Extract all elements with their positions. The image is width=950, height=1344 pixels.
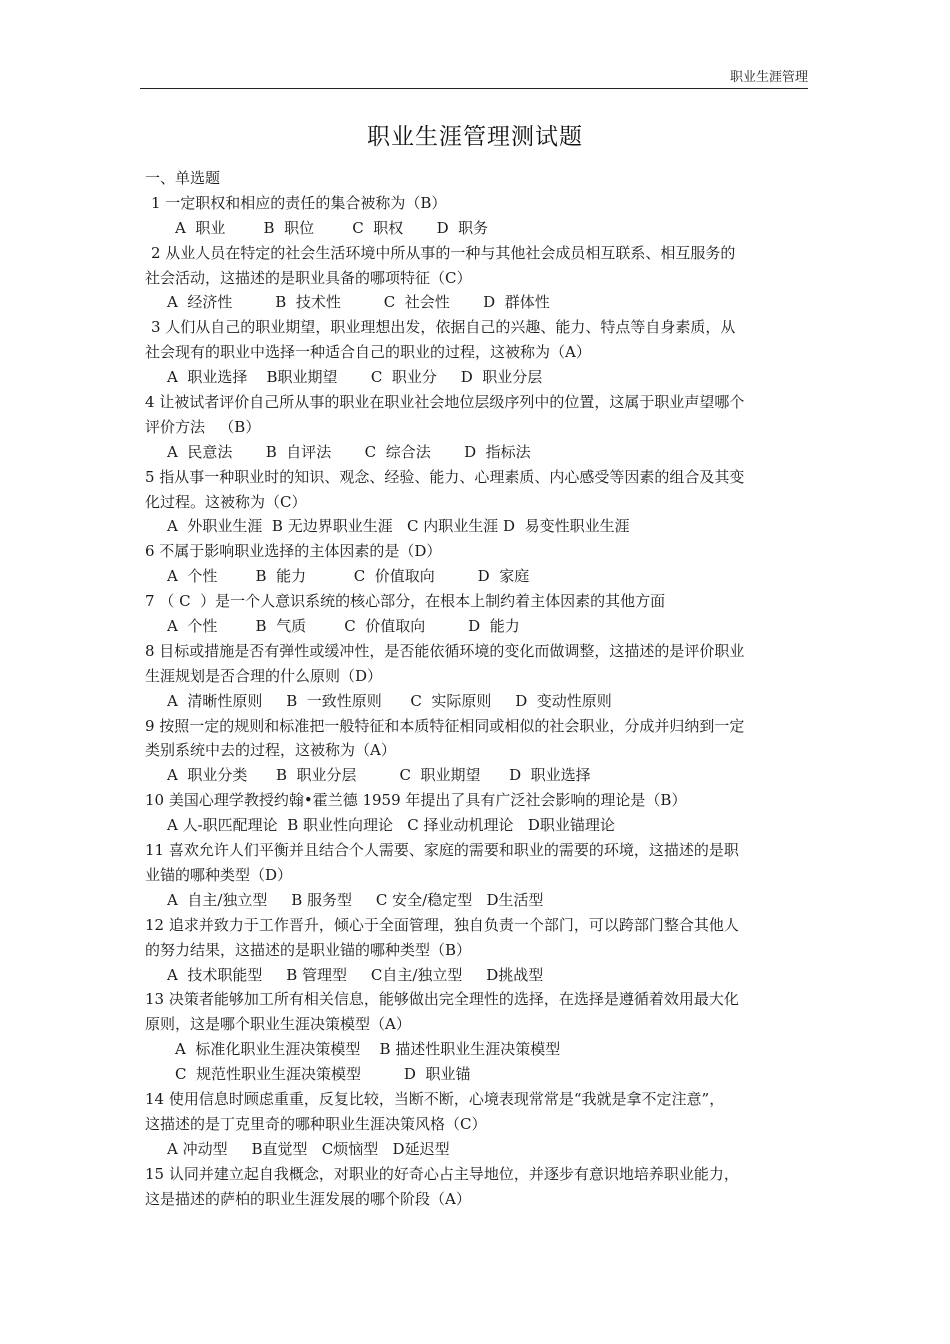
text-line: 14 使用信息时顾虑重重，反复比较，当断不断，心境表现常常是“我就是拿不定注意”， — [145, 1089, 725, 1108]
text-line: A 技术职能型 B 管理型 C自主/独立型 D挑战型 — [167, 965, 544, 984]
text-line: A 自主/独立型 B 服务型 C 安全/稳定型 D生活型 — [167, 890, 544, 909]
text-line: 7 （ C ）是一个人意识系统的核心部分，在根本上制约着主体因素的其他方面 — [145, 592, 666, 611]
text-line: C 规范性职业生涯决策模型 D 职业锚 — [175, 1065, 471, 1084]
text-line: 1 一定职权和相应的责任的集合被称为（B） — [151, 193, 447, 212]
text-line: 10 美国心理学教授约翰•霍兰德 1959 年提出了具有广泛社会影响的理论是（B） — [145, 791, 687, 810]
text-line: 业锚的哪种类型（D） — [145, 865, 293, 884]
text-line: 15 认同并建立起自我概念，对职业的好奇心占主导地位，并逐步有意识地培养职业能力， — [145, 1164, 739, 1183]
text-line: A 个性 B 气质 C 价值取向 D 能力 — [167, 617, 520, 636]
section-heading: 一、单选题 — [145, 169, 221, 187]
text-line: 社会现有的职业中选择一种适合自己的职业的过程，这被称为（A） — [145, 343, 591, 362]
text-line: 2 从业人员在特定的社会生活环境中所从事的一种与其他社会成员相互联系、相互服务的 — [151, 243, 736, 262]
text-line: A 冲动型 B直觉型 C烦恼型 D延迟型 — [167, 1139, 450, 1158]
page-header — [140, 70, 808, 89]
text-line: A 个性 B 能力 C 价值取向 D 家庭 — [167, 567, 530, 586]
text-line: 11 喜欢允许人们平衡并且结合个人需要、家庭的需要和职业的需要的环境，这描述的是职 — [145, 841, 739, 860]
text-line: 9 按照一定的规则和标准把一般特征和本质特征相同或相似的社会职业，分成并归纳到一定 — [145, 716, 745, 735]
text-line: 3 人们从自己的职业期望，职业理想出发，依据自己的兴趣、能力、特点等自身素质，从 — [151, 318, 736, 337]
text-line: 5 指从事一种职业时的知识、观念、经验、能力、心理素质、内心感受等因素的组合及其变 — [145, 467, 745, 486]
text-line: A 职业 B 职位 C 职权 D 职务 — [175, 218, 489, 237]
question-lines — [145, 191, 810, 1212]
text-line: A 民意法 B 自评法 C 综合法 D 指标法 — [167, 442, 531, 461]
text-line: 社会活动，这描述的是职业具备的哪项特征（C） — [145, 268, 472, 287]
text-line: 8 目标或措施是否有弹性或缓冲性，是否能依循环境的变化而做调整，这描述的是评价职业 — [145, 641, 745, 660]
text-line: 13 决策者能够加工所有相关信息，能够做出完全理性的选择，在选择是遵循着效用最大化 — [145, 990, 739, 1009]
text-line: 的努力结果，这描述的是职业锚的哪种类型（B） — [145, 940, 472, 959]
text-line: 6 不属于影响职业选择的主体因素的是（D） — [145, 542, 442, 561]
document-title: 职业生涯管理测试题 — [367, 124, 583, 150]
text-line: 类别系统中去的过程，这被称为（A） — [145, 741, 396, 760]
text-line: 12 追求并致力于工作晋升，倾心于全面管理，独自负责一个部门，可以跨部门整合其他人 — [145, 915, 739, 934]
text-line: A 人-职匹配理论 B 职业性向理论 C 择业动机理论 D职业锚理论 — [167, 816, 615, 835]
text-line: A 清晰性原则 B 一致性原则 C 实际原则 D 变动性原则 — [167, 691, 612, 710]
text-line: 化过程。这被称为（C） — [145, 492, 307, 511]
text-line: 原则，这是哪个职业生涯决策模型（A） — [145, 1015, 411, 1034]
question-list — [145, 166, 810, 1211]
header-text: 职业生涯管理 — [729, 70, 808, 85]
text-line: 评价方法 （B） — [145, 417, 261, 436]
text-line: 生涯规划是否合理的什么原则（D） — [145, 666, 383, 685]
text-line: A 职业分类 B 职业分层 C 职业期望 D 职业选择 — [167, 766, 591, 785]
text-line: A 职业选择 B职业期望 C 职业分 D 职业分层 — [167, 368, 543, 387]
text-line: 这是描述的萨柏的职业生涯发展的哪个阶段（A） — [145, 1189, 471, 1208]
text-line: A 标准化职业生涯决策模型 B 描述性职业生涯决策模型 — [175, 1040, 561, 1059]
text-line: 这描述的是丁克里奇的哪种职业生涯决策风格（C） — [145, 1114, 487, 1133]
text-line: A 经济性 B 技术性 C 社会性 D 群体性 — [167, 293, 550, 312]
text-line: A 外职业生涯 B 无边界职业生涯 C 内职业生涯 D 易变性职业生涯 — [167, 517, 630, 536]
text-line: 4 让被试者评价自己所从事的职业在职业社会地位层级序列中的位置，这属于职业声望哪个 — [145, 393, 745, 412]
